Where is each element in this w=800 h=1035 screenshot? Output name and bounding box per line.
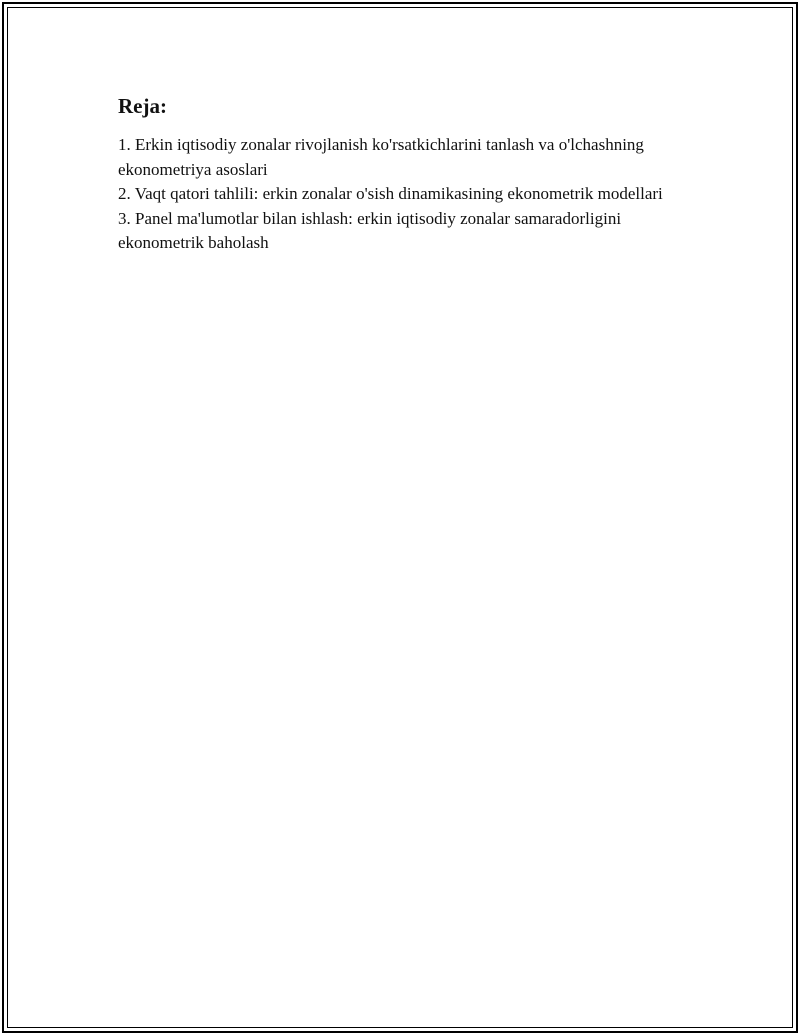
page-content [118, 93, 698, 256]
plan-list [118, 133, 698, 256]
plan-item-2: 2. Vaqt qatori tahlili: erkin zonalar o'sish dinamikasining ekonometrik modellari [118, 184, 663, 203]
plan-item-3: 3. Panel ma'lumotlar bilan ishlash: erkin iqtisodiy zonalar samaradorligini ekonometrik baholash [118, 208, 622, 252]
plan-item-1: 1. Erkin iqtisodiy zonalar rivojlanish ko'rsatkichlarini tanlash va o'lchashning ekonometriya asoslari [118, 135, 644, 179]
plan-heading: Reja: [118, 94, 167, 118]
